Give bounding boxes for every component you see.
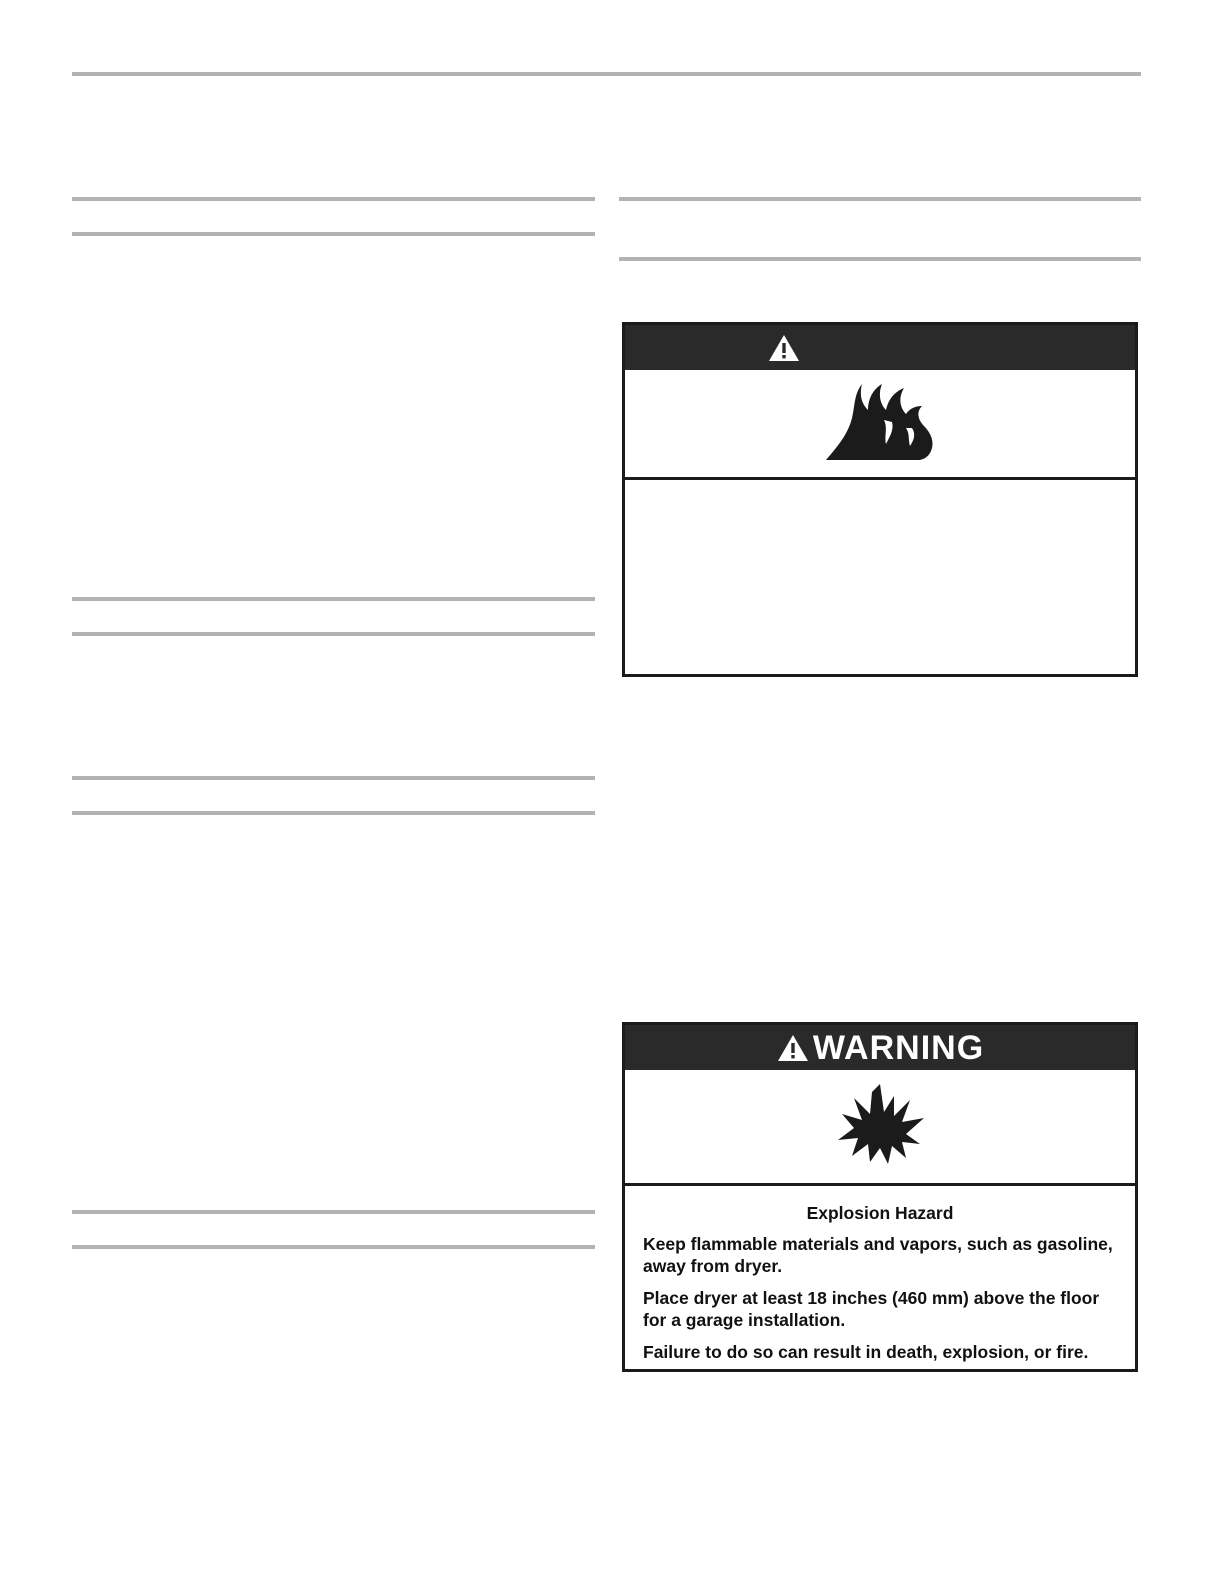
section-rule [619, 257, 1141, 261]
signal-word: WARNING [812, 1028, 985, 1067]
section-rule [72, 232, 595, 236]
hazard-name: Explosion Hazard [806, 1203, 954, 1223]
warning-line: Failure to do so can result in death, explosion, or fire. [643, 1342, 1089, 1362]
section-rule [72, 597, 595, 601]
warning-header [625, 325, 1135, 370]
section-rule [72, 197, 595, 201]
warning-line: Place dryer at least 18 inches (460 mm) above the floor for a garage installation. [643, 1288, 1100, 1330]
alert-triangle-icon [767, 333, 801, 363]
explosion-warning-box [622, 1022, 1138, 1372]
fire-pictogram [625, 370, 1135, 480]
section-rule [619, 197, 1141, 201]
fire-warning-box [622, 322, 1138, 677]
explosion-icon [834, 1082, 926, 1171]
warning-line: Keep flammable materials and vapors, such as gasoline, away from dryer. [643, 1234, 1113, 1276]
section-rule [72, 1245, 595, 1249]
section-rule [72, 811, 595, 815]
explosion-pictogram [625, 1070, 1135, 1186]
top-rule [72, 72, 1141, 76]
section-rule [72, 1210, 595, 1214]
warning-header [625, 1025, 1135, 1070]
warning-text [625, 1186, 1135, 1383]
alert-triangle-icon [776, 1033, 810, 1063]
fire-icon [824, 380, 936, 467]
section-rule [72, 632, 595, 636]
section-rule [72, 776, 595, 780]
